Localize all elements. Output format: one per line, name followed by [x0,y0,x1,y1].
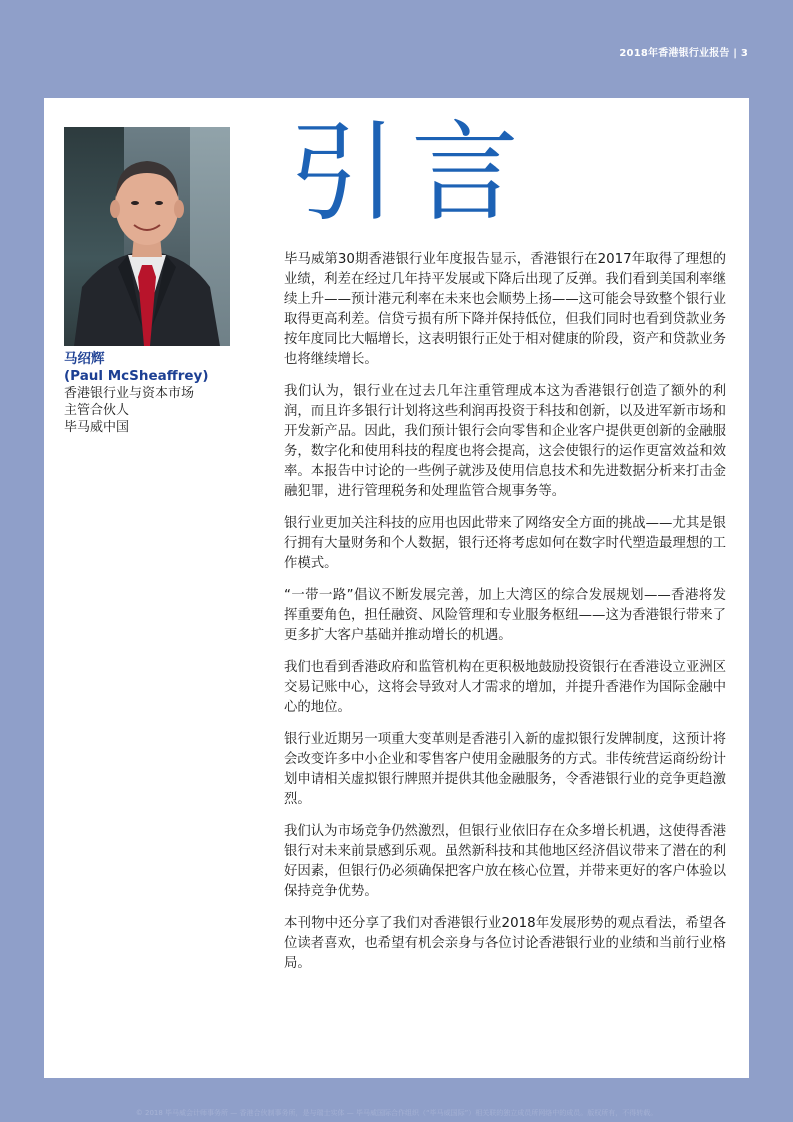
author-info [64,351,244,436]
portrait-figure [64,127,230,346]
author-portrait [64,127,230,346]
author-name-cn: 马绍辉 [64,351,105,367]
author-organization: 毕马威中国 [64,420,130,435]
paragraph: 银行业更加关注科技的应用也因此带来了网络安全方面的挑战——尤其是银行拥有大量财务和个人数据，银行还将考虑如何在数字时代塑造最理想的工作模式。 [284,516,726,571]
paragraph: 我们认为，银行业在过去几年注重管理成本这为香港银行创造了额外的利润，而且许多银行计划将这些利润再投资于科技和创新，以及进军新市场和开发新产品。因此，我们预计银行会向零售和企业客户提供更创新的金融服务，数字化和使用科技的程度也将会提高，这会使银行的运作更富效益和效率。本报告中讨论的一些例子就涉及使用信息技术和先进数据分析来打击金融犯罪，进行管理税务和处理监管合规事务等。 [284,384,726,499]
copyright-footer: © 2018 毕马威会计师事务所 — 香港合伙制事务所，是与瑞士实体 — 毕马威国际合作组织（“毕马威国际”）相关联的独立成员所网络中的成员。版权所有，不得转载。 [135,1109,658,1117]
page-title: 引言 [289,111,534,236]
author-role-line2: 主管合伙人 [64,403,130,418]
paragraph: 毕马威第30期香港银行业年度报告显示，香港银行在2017年取得了理想的业绩，利差在经过几年持平发展或下降后出现了反弹。我们看到美国利率继续上升——预计港元利率在未来也会顺势上扬——这可能会导致整个银行业取得更高利差。信贷亏损有所下降并保持低位，但我们同时也看到贷款业务按年度同比大幅增长，这表明银行正处于相对健康的阶段，资产和贷款业务也将继续增长。 [284,252,726,367]
paragraph: 本刊物中还分享了我们对香港银行业2018年发展形势的观点看法，希望各位读者喜欢，也希望有机会亲身与各位讨论香港银行业的业绩和当前行业格局。 [284,916,726,971]
author-role-line1: 香港银行业与资本市场 [64,386,195,401]
content-panel [44,98,749,1078]
author-name-en: (Paul McSheaffrey) [64,368,209,384]
page-header-label: 2018年香港银行业报告 | 3 [619,48,748,59]
paragraph: “一带一路”倡议不断发展完善，加上大湾区的综合发展规划——香港将发挥重要角色，担任融资、风险管理和专业服务枢纽——这为香港银行带来了更多扩大客户基础并推动增长的机遇。 [284,588,726,643]
paragraph: 我们也看到香港政府和监管机构在更积极地鼓励投资银行在香港设立亚洲区交易记账中心，这将会导致对人才需求的增加，并提升香港作为国际金融中心的地位。 [284,660,726,715]
paragraph: 银行业近期另一项重大变革则是香港引入新的虚拟银行发牌制度，这预计将会改变许多中小企业和零售客户使用金融服务的方式。非传统营运商纷纷计划申请相关虚拟银行牌照并提供其他金融服务，令香港银行业的竞争更趋激烈。 [284,732,726,807]
body-text [284,250,726,986]
paragraph: 我们认为市场竞争仍然激烈，但银行业依旧存在众多增长机遇，这使得香港银行对未来前景感到乐观。虽然新科技和其他地区经济倡议带来了潜在的利好因素，但银行仍必须确保把客户放在核心位置，并带来更好的客户体验以保持竞争优势。 [284,824,726,899]
